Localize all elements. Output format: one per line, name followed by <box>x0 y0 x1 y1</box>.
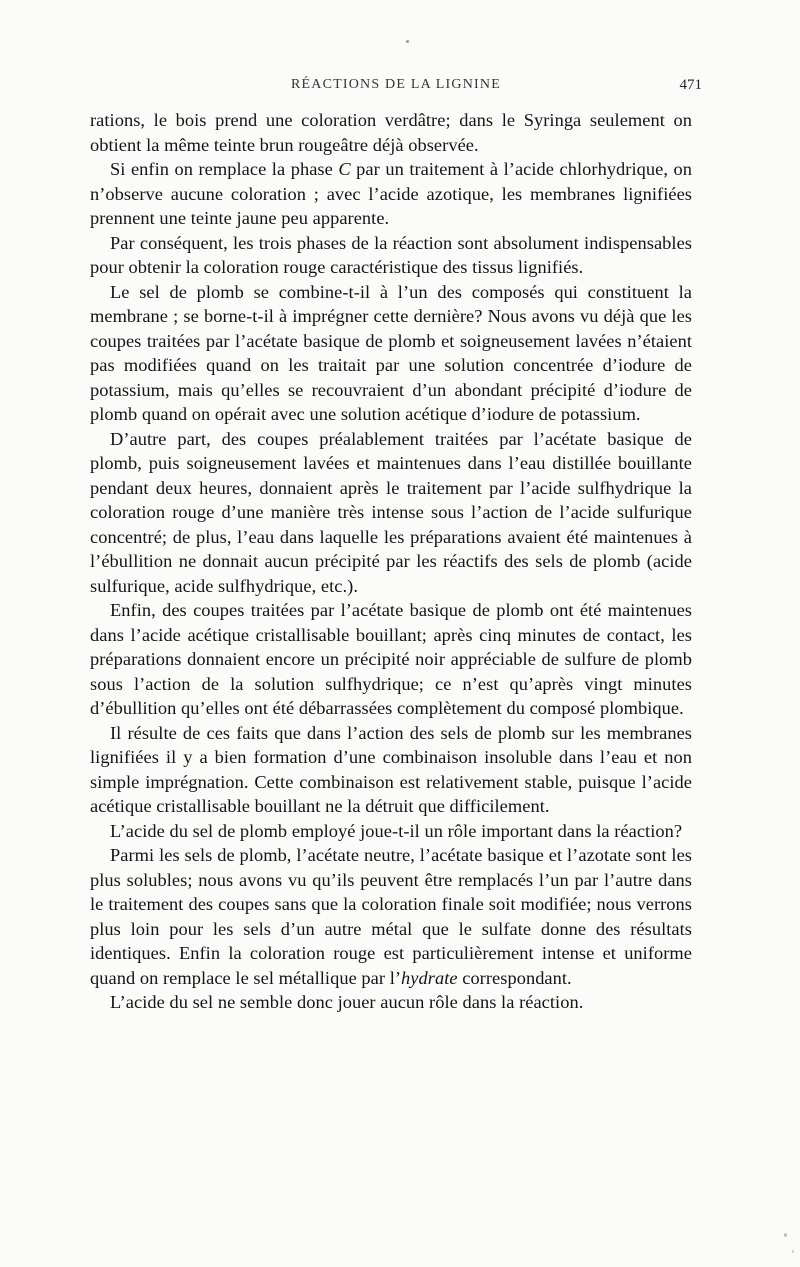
paragraph-consequence <box>90 231 692 280</box>
running-title: RÉACTIONS DE LA LIGNINE <box>291 77 501 92</box>
paragraph-text: Le sel de plomb se combine-t-il à l’un des composés qui constituent la membrane ; se borne-t-il à imprégner cette dernière? Nous avons vu déjà que les coupes traitées par l’acétate basique de plomb et soigneusement lavées n’étaient pas modifiées quand on les traitait par une solution concentrée d’iodure de potassium, mais qu’elles se recouvraient d’un abondant précipité d’iodure de plomb quand on opérait avec une solution acétique d’iodure de potassium. <box>90 281 692 424</box>
paragraph-lead-salt-question <box>90 280 692 427</box>
italic-hydrate: hydrate <box>401 967 458 988</box>
paragraph-text: L’acide du sel de plomb employé joue-t-il un rôle important dans la réaction? <box>110 820 683 841</box>
paragraph-lead-salts <box>90 843 692 990</box>
paragraph-text: Il résulte de ces faits que dans l’action des sels de plomb sur les membranes lignifiées il y a bien formation d’une combinaison insoluble dans l’eau et non simple imprégnation. Cette combinaison est relativement stable, puisque l’acide acétique cristallisable bouillant ne la détruit que difficilement. <box>90 722 692 816</box>
paragraph-text-before: Parmi les sels de plomb, l’acétate neutre, l’acétate basique et l’azotate sont les plus solubles; nous avons vu qu’ils peuvent être remplacés l’un par l’autre dans le traitement des coupes sans que la coloration finale soit modifiée; nous verrons plus loin pour les sels d’un autre métal que le sulfate donne des résultats identiques. Enfin la coloration rouge est particulièrement intense et uniforme quand on remplace le sel métallique par l’ <box>90 845 692 988</box>
paragraph-text-after: par un traitement à l’acide chlorhydrique, on n’observe aucune coloration ; avec l’acide azotique, les membranes lignifiées prennent une teinte jaune peu apparente. <box>90 159 692 228</box>
paragraph-acid-role-question <box>90 819 692 844</box>
paragraph-text-before: Si enfin on remplace la phase <box>110 159 339 179</box>
running-header <box>90 77 702 97</box>
paragraph-text-after: correspondant. <box>457 967 572 988</box>
body-text <box>90 108 692 1015</box>
paragraph-final-conclusion <box>90 990 692 1015</box>
paragraph-boiling-water <box>90 427 692 599</box>
paragraph-text: D’autre part, des coupes préalablement traitées par l’acétate basique de plomb, puis soigneusement lavées et maintenues dans l’eau distillée bouillante pendant deux heures, donnaient après le traitement par l’acide sulfhydrique la coloration rouge d’une manière très intense sous l’action de l’acide sulfurique concentré; de plus, l’eau dans laquelle les préparations avaient été maintenues à l’ébullition ne donnait aucun précipité par les réactifs des sels de plomb (acide sulfurique, acide sulfhydrique, etc.). <box>90 428 692 596</box>
paragraph-text: L’acide du sel ne semble donc jouer aucun rôle dans la réaction. <box>110 992 584 1012</box>
page-number: 471 <box>679 77 702 93</box>
paragraph-text: Enfin, des coupes traitées par l’acétate basique de plomb ont été maintenues dans l’acide acétique cristallisable bouillant; après cinq minutes de contact, les préparations donnaient encore un précipité noir appréciable de sulfure de plomb sous l’action de la solution sulfhydrique; ce n’est qu’après vingt minutes d’ébullition qu’elles ont été débarrassées complètement du composé plombique. <box>90 600 692 718</box>
paragraph-continuation <box>90 108 692 157</box>
paragraph-acetic-acid <box>90 598 692 721</box>
paragraph-phase-c <box>90 157 692 231</box>
print-speck <box>792 1250 794 1253</box>
print-speck <box>784 1233 787 1237</box>
paragraph-text: rations, le bois prend une coloration verdâtre; dans le Syringa seulement on obtient la même teinte brun rougeâtre déjà observée. <box>90 110 692 155</box>
print-speck <box>406 40 409 43</box>
italic-phase-letter: C <box>338 159 351 179</box>
paragraph-conclusion-combination <box>90 721 692 819</box>
paragraph-text: Par conséquent, les trois phases de la réaction sont absolument indispensables pour obtenir la coloration rouge caractéristique des tissus lignifiés. <box>90 232 692 277</box>
